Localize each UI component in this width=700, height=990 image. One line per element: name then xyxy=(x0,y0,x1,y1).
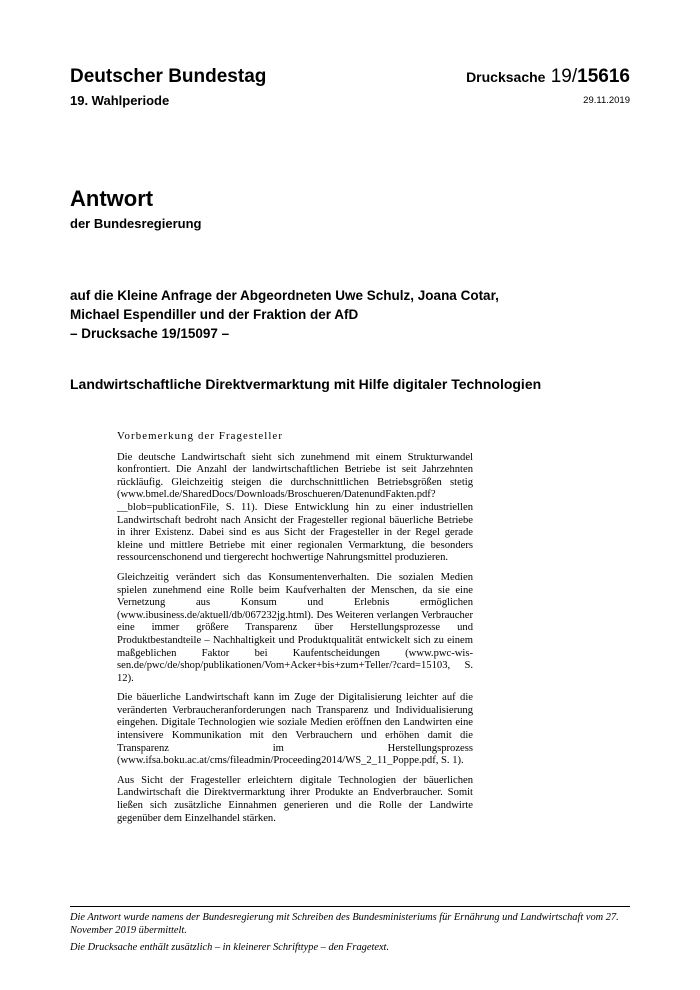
footer-note: Die Drucksache enthält zusätzlich – in kleinerer Schrifttype – den Fragetext. xyxy=(70,941,390,953)
inquiry-block xyxy=(70,286,630,343)
election-period: 19. Wahlperiode xyxy=(70,93,170,108)
inquiry-line: Michael Espendiller und der Fraktion der AfD xyxy=(70,307,359,322)
inquiry-line: – Drucksache 19/15097 – xyxy=(70,326,230,341)
answer-title: Antwort xyxy=(70,186,154,211)
drucksache-number xyxy=(466,66,630,88)
footer-divider xyxy=(70,906,630,907)
preface-heading: Vorbemerkung der Fragesteller xyxy=(117,430,284,442)
inquiry-line: auf die Kleine Anfrage der Abgeordneten Uwe Schulz, Joana Cotar, xyxy=(70,288,499,303)
document-date: 29.11.2019 xyxy=(583,95,630,106)
answer-subtitle: der Bundesregierung xyxy=(70,216,202,231)
footer-notes xyxy=(70,912,636,958)
preface-paragraph: Aus Sicht der Fragesteller erleichtern digitale Technologien der bäuerlichen Landwirtschaft die Direktvermarktung ihrer Produkte an Endverbraucher. Somit ließen sich zusätzliche Einnahmen generieren und die Rolle der Landwirte gegenüber dem Einzelhandel stärken. xyxy=(117,774,473,824)
preface-paragraph: Die deutsche Landwirtschaft sieht sich zunehmend mit einem Strukturwandel konfrontiert. Die Anzahl der landwirtschaftlichen Betriebe ist seit Jahrzehnten rückläufig. Gleichzeitig steigen die durchschnittlichen Betriebsgrößen stetig (www.bmel.de/SharedDocs/Downloads/Broschueren/DatenundFakten.pdf?__blob=publicationFile, S. 11). Diese Entwicklung hin zu einer industriellen Landwirtschaft bedroht nach Ansicht der Fragesteller regional bäuerliche Betriebe in ihrer Existenz. Dabei sind es aus Sicht der Fragesteller in der Regel gerade kleine und mittlere Betriebe mit einer regionalen Vermarktung, die besonders ressourcenschonend und tiergerecht hochwertige Nahrungsmittel produzieren. xyxy=(117,451,473,564)
institution-title: Deutscher Bundestag xyxy=(70,66,267,87)
drucksache-label: Drucksache xyxy=(466,69,546,85)
topic-title: Landwirtschaftliche Direktvermarktung mit Hilfe digitaler Technologien xyxy=(70,376,542,392)
footer-note: Die Antwort wurde namens der Bundesregierung mit Schreiben des Bundesministeriums für Ernährung und Landwirtschaft vom 27. November 2019 übermittelt. xyxy=(70,912,619,936)
preface-paragraph: Gleichzeitig verändert sich das Konsumentenverhalten. Die sozialen Medien spielen zunehmend eine Rolle beim Kaufverhalten der Menschen, da sie eine Vernetzung aus Konsum und Erlebnis ermöglichen (www.ibusiness.de/aktuell/db/067232jg.html). Des Weiteren verlangen Verbraucher eine immer größere Transparenz über Herstellungsprozesse und Produktbestandteile – Nachhaltigkeit und Produktqualität entwickelt sich zu einem maßgeblichen Faktor bei Kaufentscheidungen (www.pwc-wis-sen.de/pwc/de/shop/publikationen/Vom+Acker+bis+zum+Teller/?card=15103, S. 12). xyxy=(117,571,473,684)
preface-section xyxy=(117,430,473,832)
drucksache-prefix: 19/ xyxy=(550,66,578,87)
drucksache-value: 15616 xyxy=(577,66,630,87)
preface-paragraph: Die bäuerliche Landwirtschaft kann im Zuge der Digitalisierung leichter auf die veränderten Verbraucheranforderungen nach Transparenz und Individualisierung eingehen. Digitale Technologien wie soziale Medien eröffnen den Landwirten eine intensivere Kommunikation mit den Verbrauchern und erhöhen damit die Transparenz im Herstellungsprozess (www.ifsa.boku.ac.at/cms/fileadmin/Proceeding2014/WS_2_11_Poppe.pdf, S. 1). xyxy=(117,692,473,767)
